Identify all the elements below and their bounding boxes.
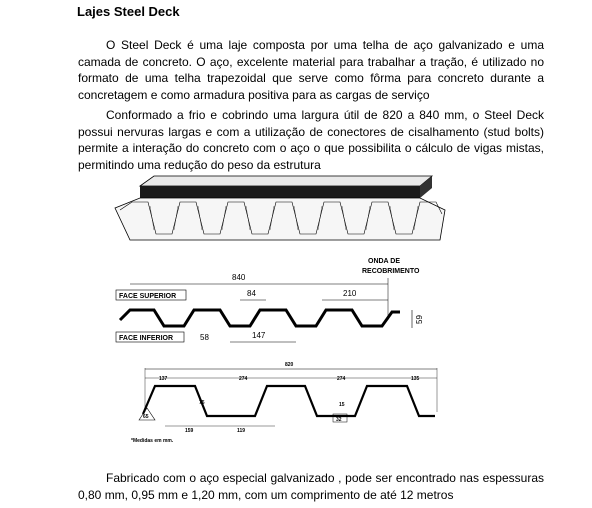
dim-32: 32 xyxy=(336,417,342,423)
paragraph-fabrication xyxy=(78,470,544,503)
steel-deck-3d-illustration xyxy=(110,168,450,248)
face-superior-label: FACE SUPERIOR xyxy=(119,293,177,300)
technical-section-drawing xyxy=(125,360,455,456)
page-title: Lajes Steel Deck xyxy=(77,4,180,19)
measurement-footnote: *Medidas em mm. xyxy=(131,438,174,444)
dim-58: 58 xyxy=(200,333,209,342)
dim-159: 159 xyxy=(185,428,194,434)
dim-135: 135 xyxy=(411,376,420,382)
overlap-label-line2: RECOBRIMENTO xyxy=(362,268,420,275)
dim-820: 820 xyxy=(285,362,294,368)
paragraph-dimensions-text: Conformado a frio e cobrindo uma largura útil de 820 a 840 mm, o Steel Deck possui nervuras largas e com a utilização de conectores de cisalhamento (stud bolts) permite a interação do concreto com o aço o que possibilita o cálculo de vigas mistas, permitindo uma redução do peso da estrutura xyxy=(78,108,544,172)
paragraph-dimensions xyxy=(78,107,544,173)
profile-section-drawing xyxy=(110,254,450,346)
dim-210: 210 xyxy=(343,289,357,298)
dim-75: 75 xyxy=(199,400,205,406)
dim-274-a: 274 xyxy=(239,376,248,382)
dim-119: 119 xyxy=(237,428,246,434)
dim-65: 65 xyxy=(143,414,149,420)
dim-59: 59 xyxy=(415,315,424,324)
dim-274-b: 274 xyxy=(337,376,346,382)
paragraph-intro xyxy=(78,37,544,103)
dim-147: 147 xyxy=(252,331,266,340)
paragraph-intro-text: O Steel Deck é uma laje composta por uma telha de aço galvanizado e uma camada de concreto. O aço, excelente material para trabalhar a tração, é utilizado no formato de uma telha trapezoidal que serve como fôrma para concreto durante a concretagem e como armadura positiva para as cargas de serviço xyxy=(78,38,544,102)
paragraph-fabrication-text: Fabricado com o aço especial galvanizado , pode ser encontrado nas espessuras 0,80 mm, 0,95 mm e 1,20 mm, com um comprimento de até 12 metros xyxy=(78,471,544,502)
dim-15: 15 xyxy=(339,402,345,408)
dim-84: 84 xyxy=(247,289,256,298)
face-inferior-label: FACE INFERIOR xyxy=(119,335,174,342)
dim-137: 137 xyxy=(159,376,168,382)
dim-840: 840 xyxy=(232,273,246,282)
overlap-label-line1: ONDA DE xyxy=(368,258,401,265)
